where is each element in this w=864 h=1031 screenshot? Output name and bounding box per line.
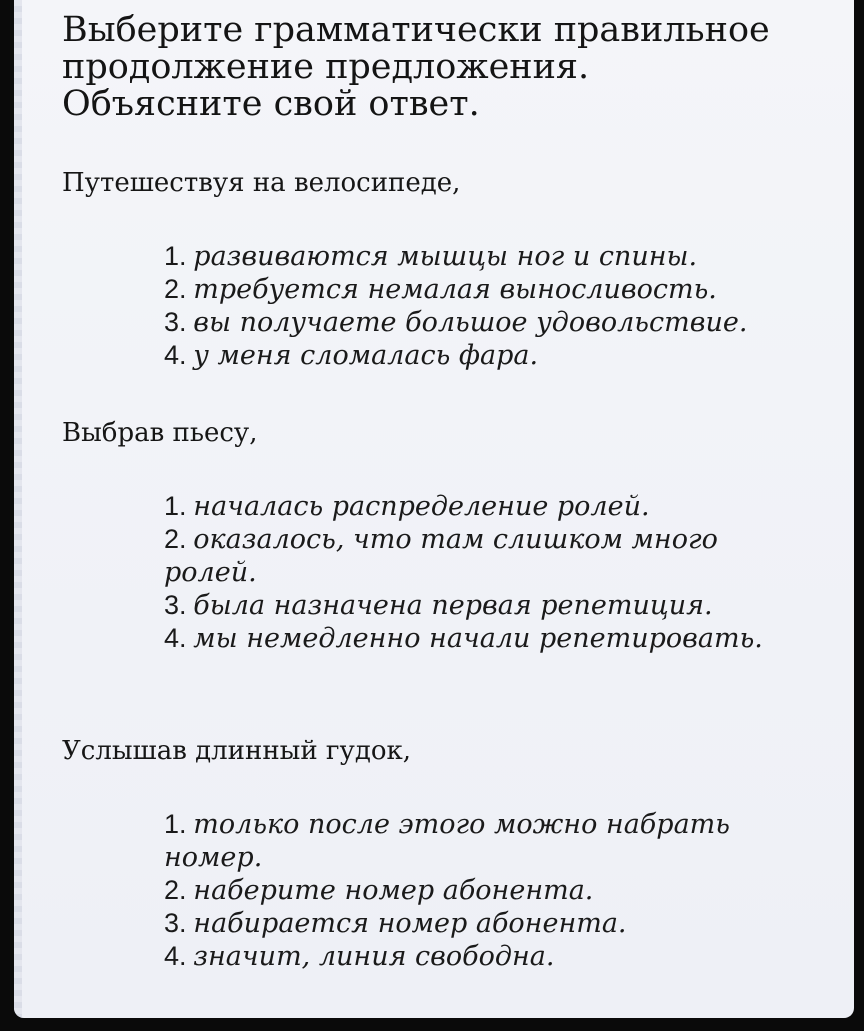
question-3-option-2 <box>164 874 814 907</box>
option-number: 4. <box>164 941 187 971</box>
option-text: наберите номер абонента. <box>193 875 594 906</box>
option-text: вы получаете большое удовольствие. <box>193 307 748 338</box>
option-text: развиваются мышцы ног и спины. <box>193 241 698 272</box>
question-1-option-3 <box>164 306 814 339</box>
option-text: значит, линия свободна. <box>193 941 555 972</box>
option-text: набирается номер абонента. <box>193 908 627 939</box>
question-2-option-1 <box>164 490 814 523</box>
question-2-option-3 <box>164 589 814 622</box>
option-text: у меня сломалась фара. <box>193 340 539 371</box>
option-number: 2. <box>164 524 187 554</box>
question-1-stem: Путешествуя на велосипеде, <box>62 168 461 198</box>
option-text: мы немедленно начали репетировать. <box>193 623 763 654</box>
question-1-options <box>164 240 814 372</box>
option-number: 1. <box>164 491 187 521</box>
option-text: была назначена первая репетиция. <box>193 590 713 621</box>
option-number: 3. <box>164 908 187 938</box>
option-text: началась распределение ролей. <box>193 491 650 522</box>
question-2-option-4 <box>164 622 814 655</box>
question-3-option-3 <box>164 907 814 940</box>
question-2-options <box>164 490 814 655</box>
question-1-option-1 <box>164 240 814 273</box>
option-number: 3. <box>164 307 187 337</box>
task-heading-line-1: Выберите грамматически правильное <box>62 10 770 50</box>
option-number: 4. <box>164 340 187 370</box>
task-heading-line-3: Объясните свой ответ. <box>62 84 480 124</box>
task-heading <box>62 12 842 123</box>
question-1-option-2 <box>164 273 814 306</box>
question-2-option-2 <box>164 523 814 589</box>
option-text: оказалось, что там слишком много ролей. <box>164 524 718 588</box>
option-number: 3. <box>164 590 187 620</box>
task-heading-line-2: продолжение предложения. <box>62 47 590 87</box>
option-number: 1. <box>164 241 187 271</box>
question-3-option-1 <box>164 808 814 874</box>
worksheet <box>14 0 854 1018</box>
question-3-stem: Услышав длинный гудок, <box>62 736 412 766</box>
option-text: требуется немалая выносливость. <box>193 274 717 305</box>
question-3-option-4 <box>164 940 814 973</box>
sheet-left-edge <box>14 0 22 1018</box>
option-number: 4. <box>164 623 187 653</box>
question-1-option-4 <box>164 339 814 372</box>
question-2-stem: Выбрав пьесу, <box>62 418 258 448</box>
option-number: 2. <box>164 875 187 905</box>
option-text: только после этого можно набрать номер. <box>164 809 730 873</box>
option-number: 1. <box>164 809 187 839</box>
question-3-options <box>164 808 814 973</box>
option-number: 2. <box>164 274 187 304</box>
